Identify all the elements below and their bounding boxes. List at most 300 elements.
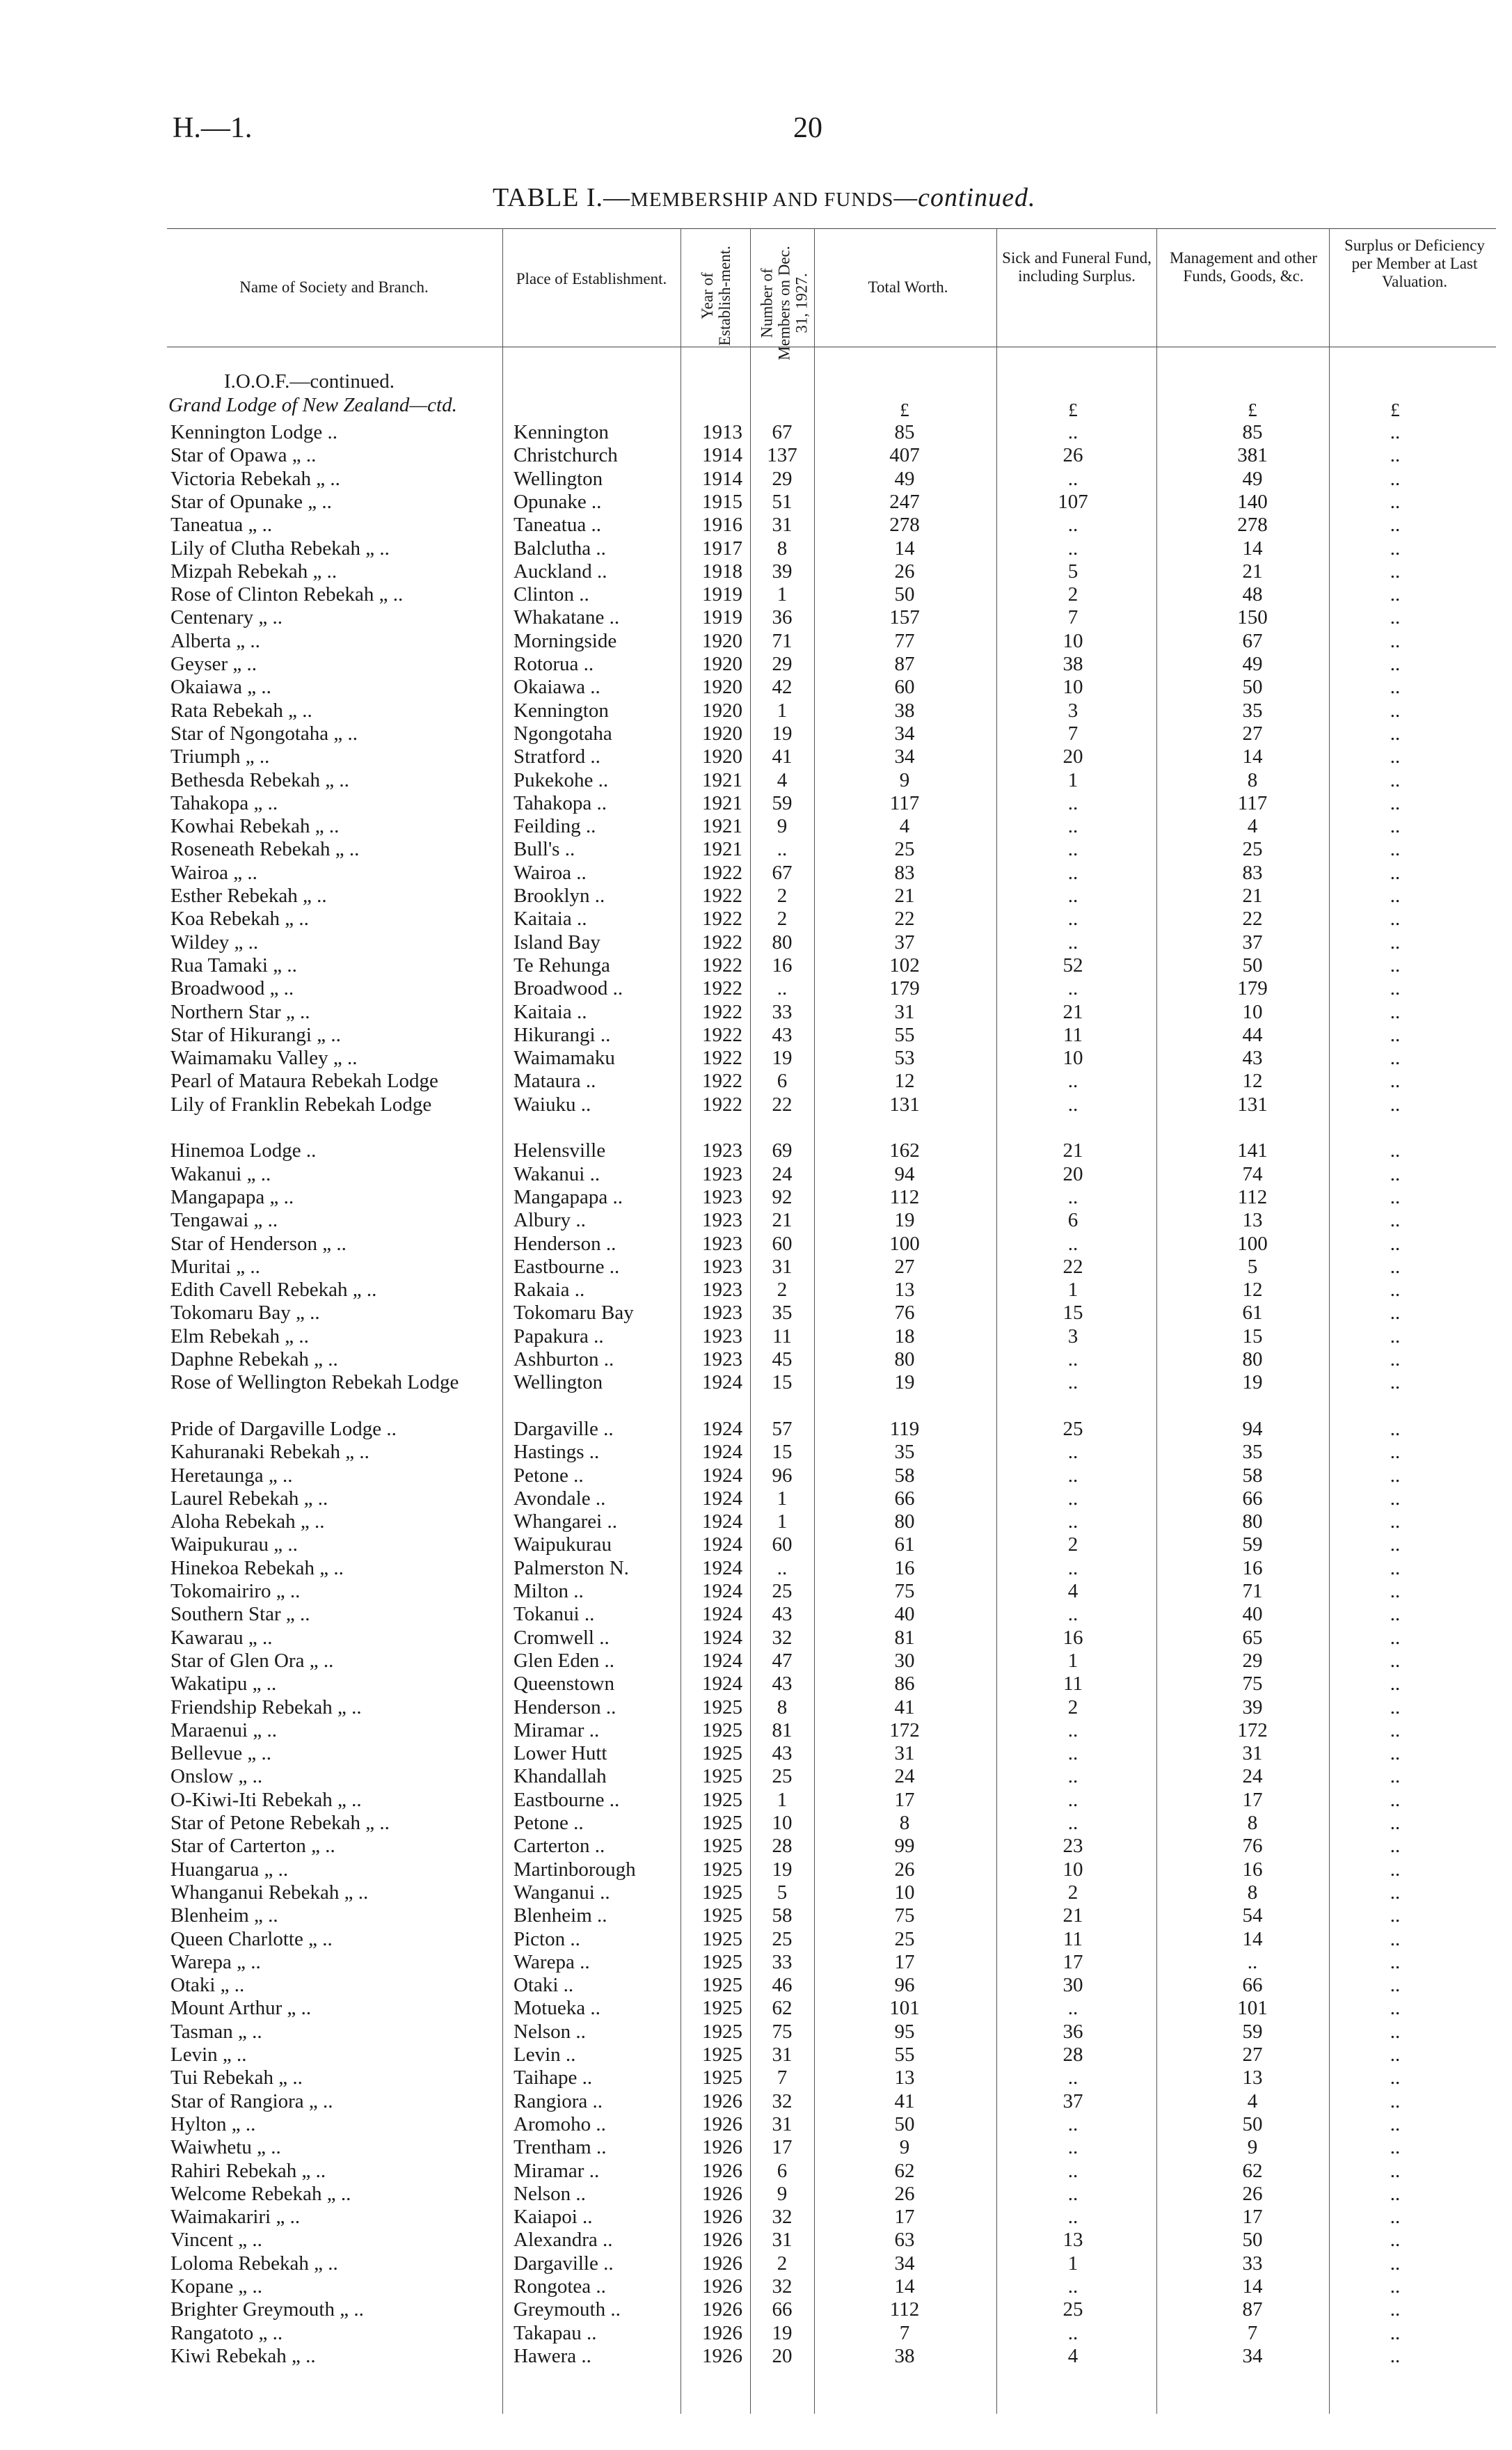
cell-name: Rua Tamaki „ .. (170, 954, 297, 977)
cell-members: 29 (772, 467, 793, 490)
cell-place: Tahakopa .. (514, 791, 607, 814)
cell-management: 141 (1237, 1139, 1268, 1162)
page-number: 20 (793, 112, 822, 144)
cell-total: 30 (894, 1649, 915, 1672)
table-row (0, 1556, 1512, 1580)
cell-name: Welcome Rebekah „ .. (170, 2182, 351, 2205)
cell-sick: 107 (1058, 490, 1088, 513)
cell-management: 48 (1242, 583, 1263, 606)
cell-total: 95 (894, 2020, 915, 2043)
cell-sick: .. (1067, 838, 1079, 861)
cell-management: 8 (1247, 1812, 1258, 1834)
cell-management: 112 (1237, 1185, 1268, 1208)
cell-surplus: .. (1390, 1047, 1401, 1070)
cell-year: 1921 (702, 815, 742, 838)
cell-surplus: .. (1390, 1510, 1401, 1533)
cell-total: 13 (894, 1279, 915, 1302)
cell-surplus: .. (1390, 2252, 1401, 2275)
col-header-members: Number of Members on Dec. 31, 1927. (758, 246, 811, 361)
cell-year: 1925 (702, 1858, 742, 1881)
cell-name: Wildey „ .. (170, 931, 259, 954)
cell-sick: .. (1067, 1441, 1079, 1464)
cell-management: 4 (1247, 2089, 1258, 2112)
table-row (0, 1185, 1512, 1209)
cell-members: 25 (772, 1765, 793, 1788)
cell-surplus: .. (1390, 1302, 1401, 1325)
cell-members: 71 (772, 629, 793, 652)
cell-place: Levin .. (514, 2044, 576, 2066)
cell-name: Wakatipu „ .. (170, 1673, 277, 1696)
cell-total: 75 (894, 1580, 915, 1602)
cell-name: Brighter Greymouth „ .. (170, 2298, 364, 2321)
cell-management: 59 (1242, 2020, 1263, 2043)
cell-sick: 4 (1067, 2344, 1079, 2367)
cell-members: 92 (772, 1185, 793, 1208)
cell-surplus: .. (1390, 977, 1401, 1000)
cell-total: 80 (894, 1510, 915, 1533)
cell-surplus: .. (1390, 1371, 1401, 1394)
cell-members: 10 (772, 1812, 793, 1834)
cell-place: Petone .. (514, 1464, 584, 1487)
cell-total: 75 (894, 1904, 915, 1927)
table-row (0, 1487, 1512, 1510)
cell-name: Kawarau „ .. (170, 1626, 273, 1649)
table-row (0, 2066, 1512, 2089)
cell-name: Loloma Rebekah „ .. (170, 2252, 338, 2275)
table-row (0, 2252, 1512, 2275)
cell-members: 32 (772, 2275, 793, 2298)
table-row (0, 2344, 1512, 2368)
cell-name: Bellevue „ .. (170, 1742, 271, 1765)
cell-members: 33 (772, 1000, 793, 1023)
cell-sick: .. (1067, 791, 1079, 814)
cell-total: 27 (894, 1255, 915, 1278)
cell-members: 31 (772, 1255, 793, 1278)
cell-year: 1924 (702, 1464, 742, 1487)
cell-management: 179 (1237, 977, 1268, 1000)
cell-members: 19 (772, 722, 793, 745)
cell-place: Albury .. (514, 1209, 586, 1232)
cell-management: 83 (1242, 861, 1263, 884)
cell-place: Okaiawa .. (514, 676, 600, 699)
cell-management: 16 (1242, 1556, 1263, 1579)
cell-sick: 2 (1067, 1533, 1079, 1556)
table-row (0, 1904, 1512, 1927)
cell-members: 25 (772, 1580, 793, 1602)
cell-year: 1922 (702, 1000, 742, 1023)
cell-management: 16 (1242, 1858, 1263, 1881)
table-row (0, 1301, 1512, 1325)
cell-surplus: .. (1390, 2112, 1401, 2135)
cell-management: 50 (1242, 2112, 1263, 2135)
cell-members: 67 (772, 861, 793, 884)
cell-place: Island Bay (514, 931, 600, 954)
cell-name: Star of Glen Ora „ .. (170, 1649, 334, 1672)
table-row (0, 907, 1512, 931)
header-top-rule (167, 228, 1496, 229)
cell-place: Feilding .. (514, 815, 596, 838)
cell-place: Alexandra .. (514, 2229, 613, 2252)
cell-place: Pukekohe .. (514, 768, 609, 791)
col-header-sick: Sick and Funeral Fund, including Surplus. (1002, 249, 1152, 285)
cell-place: Ngongotaha (514, 722, 612, 745)
cell-total: 25 (894, 838, 915, 861)
table-row (0, 1046, 1512, 1070)
cell-sick: .. (1067, 1718, 1079, 1741)
cell-place: Taneatua .. (514, 514, 601, 537)
cell-name: Broadwood „ .. (170, 977, 294, 1000)
table-row (0, 1023, 1512, 1047)
cell-surplus: .. (1390, 1417, 1401, 1440)
cell-total: 4 (899, 815, 910, 838)
cell-management: 44 (1242, 1023, 1263, 1046)
cell-members: 57 (772, 1417, 793, 1440)
cell-surplus: .. (1390, 1835, 1401, 1858)
table-row (0, 2089, 1512, 2113)
cell-year: 1920 (702, 745, 742, 768)
cell-surplus: .. (1390, 1765, 1401, 1788)
cell-members: 5 (777, 1881, 788, 1904)
cell-place: Trentham .. (514, 2136, 607, 2159)
cell-total: 50 (894, 583, 915, 606)
cell-place: Waiuku .. (514, 1093, 591, 1116)
cell-total: 99 (894, 1835, 915, 1858)
cell-members: 4 (777, 768, 788, 791)
cell-name: Pride of Dargaville Lodge .. (170, 1417, 397, 1440)
cell-year: 1925 (702, 1974, 742, 1997)
table-row (0, 1579, 1512, 1603)
cell-total: 112 (889, 1185, 920, 1208)
cell-name: Whanganui Rebekah „ .. (170, 1881, 369, 1904)
table-row (0, 1649, 1512, 1673)
cell-sick: .. (1067, 1765, 1079, 1788)
cell-sick: 6 (1067, 1209, 1079, 1232)
cell-surplus: .. (1390, 768, 1401, 791)
cell-year: 1924 (702, 1580, 742, 1602)
cell-sick: .. (1067, 1788, 1079, 1811)
cell-management: 8 (1247, 768, 1258, 791)
cell-year: 1922 (702, 954, 742, 977)
table-row (0, 931, 1512, 954)
cell-members: 137 (767, 444, 797, 467)
cell-management: 35 (1242, 1441, 1263, 1464)
cell-sick: .. (1067, 1093, 1079, 1116)
cell-members: 2 (777, 885, 788, 907)
table-row (0, 1139, 1512, 1162)
cell-place: Waimamaku (514, 1047, 615, 1070)
cell-place: Kaitaia .. (514, 908, 587, 931)
cell-year: 1925 (702, 1927, 742, 1950)
cell-members: 2 (777, 2252, 788, 2275)
cell-surplus: .. (1390, 1441, 1401, 1464)
table-row (0, 1626, 1512, 1650)
cell-sick: 22 (1063, 1255, 1083, 1278)
cell-management: 26 (1242, 2182, 1263, 2205)
cell-management: 21 (1242, 885, 1263, 907)
cell-total: 10 (894, 1881, 915, 1904)
cell-surplus: .. (1390, 2206, 1401, 2229)
cell-members: 8 (777, 537, 788, 560)
cell-total: 61 (894, 1533, 915, 1556)
cell-sick: 38 (1063, 653, 1083, 675)
cell-year: 1921 (702, 791, 742, 814)
cell-management: 27 (1242, 722, 1263, 745)
cell-management: 87 (1242, 2298, 1263, 2321)
cell-place: Rongotea .. (514, 2275, 606, 2298)
cell-management: 8 (1247, 1881, 1258, 1904)
cell-surplus: .. (1390, 1093, 1401, 1116)
cell-sick: .. (1067, 514, 1079, 537)
cell-name: Queen Charlotte „ .. (170, 1927, 333, 1950)
cell-place: Kaitaia .. (514, 1000, 587, 1023)
cell-year: 1924 (702, 1649, 742, 1672)
cell-year: 1916 (702, 514, 742, 537)
cell-sick: 26 (1063, 444, 1083, 467)
cell-total: 119 (889, 1417, 920, 1440)
cell-year: 1915 (702, 490, 742, 513)
table-row (0, 467, 1512, 491)
cell-name: Rahiri Rebekah „ .. (170, 2159, 326, 2182)
cell-surplus: .. (1390, 791, 1401, 814)
cell-year: 1926 (702, 2159, 742, 2182)
table-row (0, 2135, 1512, 2159)
cell-sick: 10 (1063, 1858, 1083, 1881)
cell-name: Kiwi Rebekah „ .. (170, 2344, 316, 2367)
cell-sick: .. (1067, 1232, 1079, 1255)
cell-surplus: .. (1390, 676, 1401, 699)
cell-members: 1 (777, 699, 788, 722)
cell-management: 49 (1242, 653, 1263, 675)
cell-sick: 10 (1063, 676, 1083, 699)
cell-members: 2 (777, 908, 788, 931)
cell-year: 1925 (702, 1765, 742, 1788)
cell-management: 50 (1242, 2229, 1263, 2252)
cell-surplus: .. (1390, 629, 1401, 652)
cell-members: 19 (772, 1047, 793, 1070)
cell-total: 26 (894, 560, 915, 583)
cell-management: 54 (1242, 1904, 1263, 1927)
cell-total: 112 (889, 2298, 920, 2321)
table-row (0, 2043, 1512, 2066)
cell-members: 31 (772, 2044, 793, 2066)
cell-sick: 13 (1063, 2229, 1083, 2252)
cell-name: Rose of Wellington Rebekah Lodge (170, 1371, 459, 1394)
cell-year: 1926 (702, 2275, 742, 2298)
cell-name: Esther Rebekah „ .. (170, 885, 327, 907)
cell-year: 1925 (702, 1718, 742, 1741)
cell-year: 1923 (702, 1209, 742, 1232)
cell-total: 50 (894, 2112, 915, 2135)
cell-members: 80 (772, 931, 793, 954)
cell-sick: .. (1067, 2112, 1079, 2135)
cell-sick: .. (1067, 1997, 1079, 2020)
cell-year: 1925 (702, 1812, 742, 1834)
cell-sick: .. (1067, 537, 1079, 560)
cell-members: 2 (777, 1279, 788, 1302)
cell-sick: 1 (1067, 1279, 1079, 1302)
cell-sick: 15 (1063, 1302, 1083, 1325)
cell-total: 34 (894, 722, 915, 745)
cell-members: 36 (772, 606, 793, 629)
cell-surplus: .. (1390, 514, 1401, 537)
cell-surplus: .. (1390, 421, 1401, 443)
cell-management: 14 (1242, 1927, 1263, 1950)
table-row (0, 1510, 1512, 1533)
cell-total: 9 (899, 768, 910, 791)
cell-surplus: .. (1390, 560, 1401, 583)
cell-name: Star of Rangiora „ .. (170, 2089, 333, 2112)
table-row (0, 652, 1512, 676)
cell-year: 1920 (702, 653, 742, 675)
cell-members: 6 (777, 2159, 788, 2182)
cell-members: 7 (777, 2066, 788, 2089)
cell-total: 8 (899, 1812, 910, 1834)
cell-total: 17 (894, 1950, 915, 1973)
cell-members: 6 (777, 1070, 788, 1093)
table-row (0, 537, 1512, 560)
cell-place: Carterton .. (514, 1835, 605, 1858)
cell-total: 25 (894, 1927, 915, 1950)
cell-members: 29 (772, 653, 793, 675)
cell-year: 1926 (702, 2229, 742, 2252)
cell-total: 7 (899, 2321, 910, 2344)
cell-members: 31 (772, 2112, 793, 2135)
cell-surplus: .. (1390, 2136, 1401, 2159)
cell-members: 32 (772, 2089, 793, 2112)
cell-place: Tokanui .. (514, 1603, 595, 1626)
cell-management: 50 (1242, 954, 1263, 977)
cell-surplus: .. (1390, 1464, 1401, 1487)
cell-sick: .. (1067, 2275, 1079, 2298)
table-row (0, 2182, 1512, 2206)
cell-year: 1926 (702, 2182, 742, 2205)
lodge-heading-text: Grand Lodge of New Zealand—ctd. (168, 394, 457, 416)
cell-surplus: .. (1390, 745, 1401, 768)
table-row (0, 1093, 1512, 1116)
cell-total: 62 (894, 2159, 915, 2182)
cell-year: 1923 (702, 1325, 742, 1348)
cell-place: Motueka .. (514, 1997, 600, 2020)
table-row (0, 791, 1512, 815)
cell-members: 17 (772, 2136, 793, 2159)
cell-place: Helensville (514, 1139, 606, 1162)
cell-sick: .. (1067, 1464, 1079, 1487)
table-row (0, 1255, 1512, 1279)
col-header-place: Place of Establishment. (516, 270, 667, 287)
cell-management: 76 (1242, 1835, 1263, 1858)
cell-total: 83 (894, 861, 915, 884)
cell-place: Milton .. (514, 1580, 584, 1602)
cell-name: Wairoa „ .. (170, 861, 257, 884)
cell-sick: 1 (1067, 768, 1079, 791)
cell-total: 37 (894, 931, 915, 954)
cell-surplus: .. (1390, 1533, 1401, 1556)
cell-name: Kahuranaki Rebekah „ .. (170, 1441, 369, 1464)
cell-name: Northern Star „ .. (170, 1000, 310, 1023)
society-heading: I.O.O.F.—continued. (224, 370, 395, 393)
cell-members: 43 (772, 1673, 793, 1696)
cell-place: Queenstown (514, 1673, 614, 1696)
cell-year: 1914 (702, 444, 742, 467)
cell-total: 117 (889, 791, 920, 814)
cell-total: 38 (894, 2344, 915, 2367)
cell-name: Waipukurau „ .. (170, 1533, 298, 1556)
table-row (0, 2275, 1512, 2298)
cell-management: 140 (1237, 490, 1268, 513)
cell-place: Greymouth .. (514, 2298, 621, 2321)
cell-surplus: .. (1390, 2298, 1401, 2321)
cell-name: Wakanui „ .. (170, 1162, 271, 1185)
cell-year: 1922 (702, 1093, 742, 1116)
cell-place: Brooklyn .. (514, 885, 605, 907)
cell-place: Auckland .. (514, 560, 607, 583)
cell-year: 1920 (702, 676, 742, 699)
cell-name: Friendship Rebekah „ .. (170, 1696, 362, 1718)
cell-sick: .. (1067, 931, 1079, 954)
cell-total: 81 (894, 1626, 915, 1649)
cell-surplus: .. (1390, 2182, 1401, 2205)
cell-surplus: .. (1390, 908, 1401, 931)
cell-members: 60 (772, 1232, 793, 1255)
table-title-suffix: —continued. (893, 183, 1036, 212)
table-row (0, 1996, 1512, 2020)
cell-sick: 30 (1063, 1974, 1083, 1997)
col-header-surplus: Surplus or Deficiency per Member at Last Valuation. (1344, 237, 1485, 290)
table-row (0, 1950, 1512, 1974)
cell-sick: .. (1067, 2321, 1079, 2344)
cell-place: Miramar .. (514, 2159, 600, 2182)
table-row (0, 1788, 1512, 1812)
cell-members: 9 (777, 815, 788, 838)
table-row (0, 1718, 1512, 1742)
cell-name: Southern Star „ .. (170, 1603, 310, 1626)
cell-surplus: .. (1390, 954, 1401, 977)
cell-sick: 2 (1067, 1696, 1079, 1718)
cell-name: Waimakariri „ .. (170, 2206, 301, 2229)
cell-surplus: .. (1390, 1673, 1401, 1696)
cell-year: 1922 (702, 931, 742, 954)
cell-year: 1922 (702, 885, 742, 907)
table-row (0, 1208, 1512, 1232)
table-row (0, 861, 1512, 885)
cell-place: Khandallah (514, 1765, 607, 1788)
cell-management: 101 (1237, 1997, 1268, 2020)
cell-total: 157 (889, 606, 920, 629)
cell-surplus: .. (1390, 1348, 1401, 1370)
cell-name: Daphne Rebekah „ .. (170, 1348, 338, 1370)
cell-total: 49 (894, 467, 915, 490)
cell-surplus: .. (1390, 1232, 1401, 1255)
cell-total: 31 (894, 1742, 915, 1765)
table-row (0, 954, 1512, 977)
cell-sick: .. (1067, 1812, 1079, 1834)
cell-place: Stratford .. (514, 745, 600, 768)
cell-place: Avondale .. (514, 1487, 606, 1510)
cell-total: 9 (899, 2136, 910, 2159)
cell-name: Koa Rebekah „ .. (170, 908, 309, 931)
table-row (0, 1602, 1512, 1626)
cell-year: 1923 (702, 1232, 742, 1255)
cell-total: 102 (889, 954, 920, 977)
cell-total: 80 (894, 1348, 915, 1370)
cell-year: 1923 (702, 1139, 742, 1162)
cell-name: Mangapapa „ .. (170, 1185, 294, 1208)
cell-year: 1924 (702, 1417, 742, 1440)
cell-management: 65 (1242, 1626, 1263, 1649)
cell-sick: .. (1067, 1556, 1079, 1579)
cell-place: Hastings .. (514, 1441, 600, 1464)
table-row (0, 1927, 1512, 1951)
